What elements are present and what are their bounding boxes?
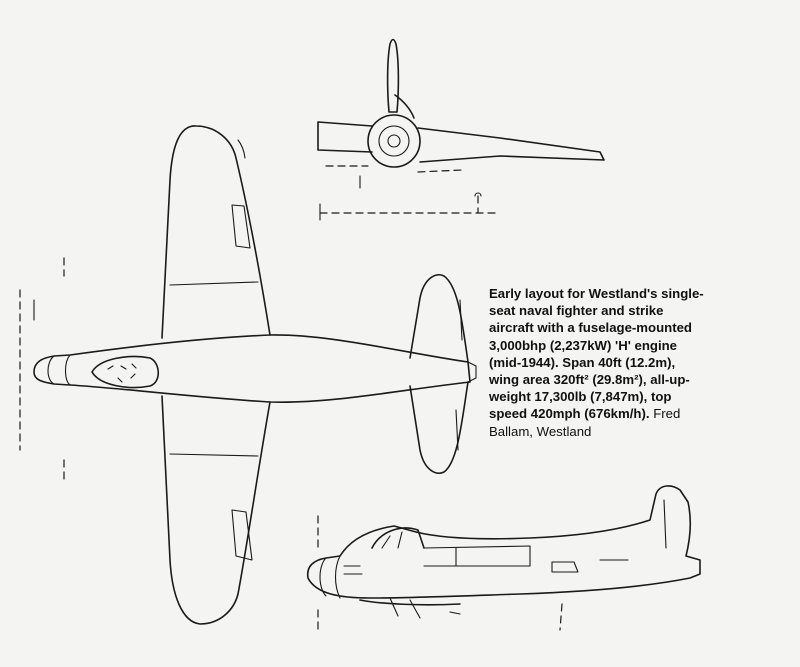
caption-line-2: seat naval fighter and strike bbox=[489, 303, 664, 319]
plan-lower-tailplane bbox=[410, 382, 468, 473]
side-fuselage bbox=[308, 486, 700, 598]
caption-credit-second: Ballam, Westland bbox=[489, 423, 592, 439]
plan-upper-wing bbox=[162, 126, 270, 338]
caption-line-6: wing area 320ft² (29.8m²), all-up- bbox=[489, 372, 690, 388]
side-view bbox=[308, 486, 700, 630]
plan-lower-wing bbox=[162, 396, 270, 624]
caption-credit-first: Fred bbox=[653, 406, 681, 422]
front-fuselage bbox=[368, 115, 420, 167]
caption-line-8 bbox=[489, 405, 739, 422]
plan-view bbox=[20, 126, 476, 624]
caption-line-1: Early layout for Westland's single- bbox=[489, 286, 704, 301]
front-view bbox=[318, 40, 604, 221]
caption-line-8-text: speed 420mph (676km/h). bbox=[489, 406, 650, 422]
caption-line-3: aircraft with a fuselage-mounted bbox=[489, 320, 692, 336]
front-propeller-blade bbox=[388, 40, 399, 113]
side-canopy bbox=[372, 528, 424, 548]
caption bbox=[489, 285, 739, 440]
front-right-wing bbox=[418, 128, 604, 162]
caption-line-5: (mid-1944). Span 40ft (12.2m), bbox=[489, 354, 676, 370]
caption-line-4: 3,000bhp (2,237kW) 'H' engine bbox=[489, 337, 678, 353]
plan-canopy bbox=[92, 357, 158, 388]
plan-fuselage bbox=[34, 335, 470, 402]
front-left-wing bbox=[318, 122, 372, 152]
caption-line-7: weight 17,300lb (7,847m), top bbox=[489, 389, 672, 405]
plan-upper-tailplane bbox=[410, 275, 468, 362]
front-spinner bbox=[379, 126, 409, 156]
